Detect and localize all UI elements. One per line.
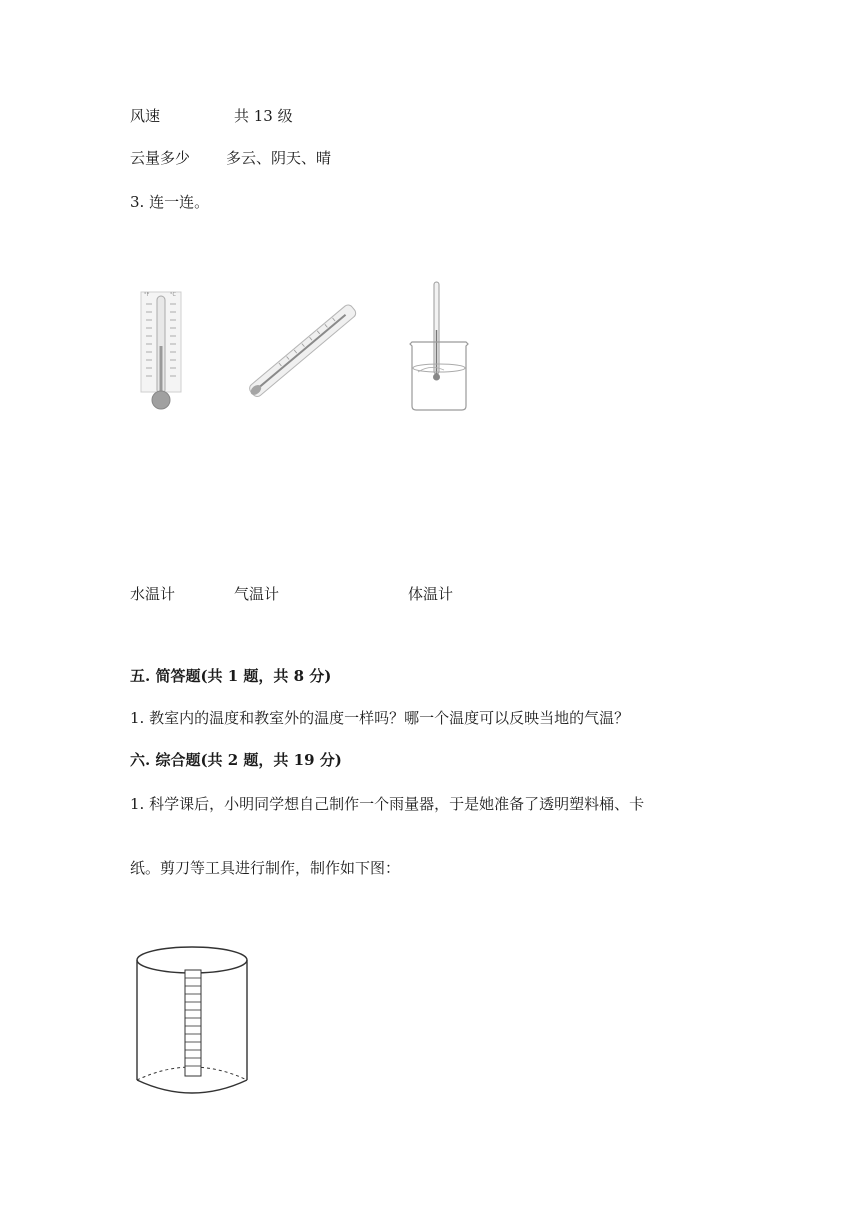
row-wind-value: 共 13 级 <box>234 107 293 125</box>
svg-text:°C: °C <box>170 292 176 298</box>
section5-q1: 1. 教室内的温度和教室外的温度一样吗？哪一个温度可以反映当地的气温？ <box>130 709 630 727</box>
svg-text:°F: °F <box>144 292 150 298</box>
section6-q1-line1: 1. 科学课后，小明同学想自己制作一个雨量器，于是她准备了透明塑料桶、卡 <box>130 795 645 813</box>
rain-gauge-icon <box>134 944 252 1096</box>
section6-heading: 六. 综合题(共 2 题，共 19 分) <box>130 751 342 769</box>
label-water-thermometer: 水温计 <box>130 585 176 603</box>
beaker-thermometer-icon <box>404 280 476 414</box>
section5-heading: 五. 简答题(共 1 题，共 8 分) <box>130 667 332 685</box>
label-body-thermometer: 体温计 <box>408 585 454 603</box>
section6-q1-line2: 纸。剪刀等工具进行制作，制作如下图： <box>130 859 401 877</box>
clinical-thermometer-icon <box>236 286 368 414</box>
wall-thermometer-icon <box>138 286 184 412</box>
label-air-thermometer: 气温计 <box>234 585 280 603</box>
row-wind-label: 风速 <box>130 107 161 125</box>
row-cloud-label: 云量多少 <box>130 149 191 167</box>
row-cloud-value: 多云、阴天、晴 <box>226 149 332 167</box>
q3-title: 3. 连一连。 <box>130 193 210 211</box>
